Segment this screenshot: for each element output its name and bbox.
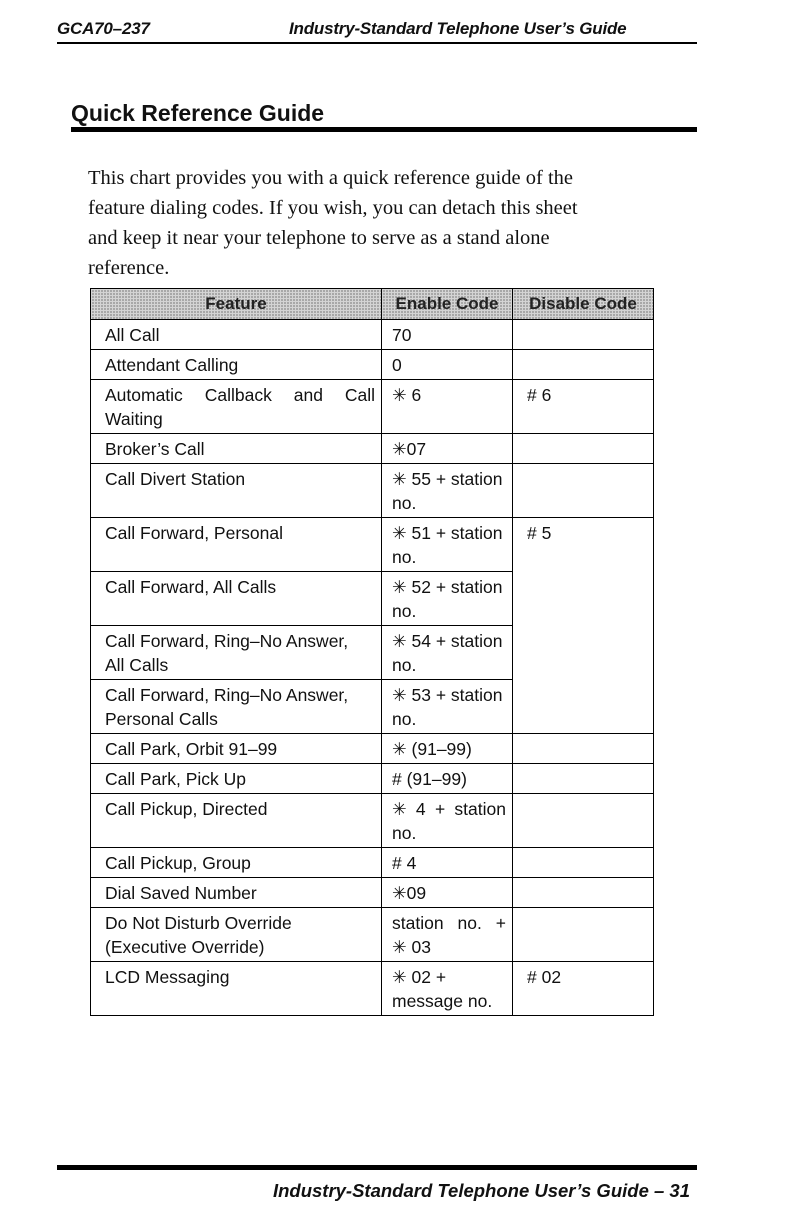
feature-cell: All Call [91, 320, 382, 350]
enable-code-cell: station no. + ✳ 03 [382, 908, 513, 962]
table-row [91, 848, 654, 878]
enable-code-cell: ✳ 55 + station no. [382, 464, 513, 518]
feature-cell: Broker’s Call [91, 434, 382, 464]
table-row [91, 320, 654, 350]
disable-code-cell: # 6 [513, 380, 654, 434]
enable-code-cell: ✳ 02 + message no. [382, 962, 513, 1016]
table-row [91, 380, 654, 434]
table-row [91, 794, 654, 848]
document-title: Industry-Standard Telephone User’s Guide [289, 19, 627, 38]
table-row [91, 962, 654, 1016]
feature-cell: Dial Saved Number [91, 878, 382, 908]
enable-code-cell: 70 [382, 320, 513, 350]
table-row [91, 464, 654, 518]
intro-line: and keep it near your telephone to serve as a stand alone [88, 227, 550, 249]
feature-cell: LCD Messaging [91, 962, 382, 1016]
header-rule [57, 42, 697, 44]
feature-cell: Call Divert Station [91, 464, 382, 518]
feature-cell: Call Park, Pick Up [91, 764, 382, 794]
feature-cell: Call Park, Orbit 91–99 [91, 734, 382, 764]
intro-line: reference. [88, 257, 170, 279]
feature-cell: Call Pickup, Directed [91, 794, 382, 848]
enable-code-cell: # (91–99) [382, 764, 513, 794]
enable-code-cell: ✳ 51 + station no. [382, 518, 513, 572]
section-title: Quick Reference Guide [71, 100, 325, 126]
intro-paragraph [88, 163, 673, 283]
enable-code-cell: ✳ 4 + station no. [382, 794, 513, 848]
disable-code-cell [513, 848, 654, 878]
feature-cell: Call Pickup, Group [91, 848, 382, 878]
quick-reference-table [90, 288, 654, 1016]
feature-cell: Automatic Callback and Call Waiting [91, 380, 382, 434]
enable-code-cell: ✳ 53 + station no. [382, 680, 513, 734]
enable-code-cell: ✳ 54 + station no. [382, 626, 513, 680]
enable-code-cell: 0 [382, 350, 513, 380]
column-header-disable-code: Disable Code [513, 289, 654, 320]
enable-code-cell: ✳ 6 [382, 380, 513, 434]
disable-code-cell: # 02 [513, 962, 654, 1016]
footer-rule [57, 1165, 697, 1170]
table-row [91, 434, 654, 464]
disable-code-cell [513, 434, 654, 464]
column-header-enable-code: Enable Code [382, 289, 513, 320]
disable-code-cell [513, 764, 654, 794]
feature-cell: Call Forward, Personal [91, 518, 382, 572]
intro-line: This chart provides you with a quick reference guide of the [88, 167, 573, 189]
table-row [91, 350, 654, 380]
intro-line: feature dialing codes. If you wish, you can detach this sheet [88, 197, 578, 219]
disable-code-cell [513, 464, 654, 518]
table-row [91, 878, 654, 908]
table-row [91, 518, 654, 572]
disable-code-cell: # 5 [513, 518, 654, 734]
feature-cell: Do Not Disturb Override (Executive Override) [91, 908, 382, 962]
feature-cell: Call Forward, Ring–No Answer, Personal Calls [91, 680, 382, 734]
feature-cell: Call Forward, Ring–No Answer, All Calls [91, 626, 382, 680]
enable-code-cell: ✳ 52 + station no. [382, 572, 513, 626]
table-row [91, 764, 654, 794]
table-row [91, 908, 654, 962]
feature-cell: Attendant Calling [91, 350, 382, 380]
disable-code-cell [513, 734, 654, 764]
enable-code-cell: # 4 [382, 848, 513, 878]
disable-code-cell [513, 908, 654, 962]
document-code: GCA70–237 [57, 19, 150, 38]
enable-code-cell: ✳09 [382, 878, 513, 908]
column-header-feature: Feature [91, 289, 382, 320]
disable-code-cell [513, 350, 654, 380]
section-title-rule [71, 127, 697, 132]
feature-cell: Call Forward, All Calls [91, 572, 382, 626]
disable-code-cell [513, 320, 654, 350]
page-footer: Industry-Standard Telephone User’s Guide – 31 [272, 1180, 690, 1201]
table-row [91, 734, 654, 764]
table-header-row [91, 289, 654, 320]
disable-code-cell [513, 794, 654, 848]
enable-code-cell: ✳ (91–99) [382, 734, 513, 764]
enable-code-cell: ✳07 [382, 434, 513, 464]
disable-code-cell [513, 878, 654, 908]
